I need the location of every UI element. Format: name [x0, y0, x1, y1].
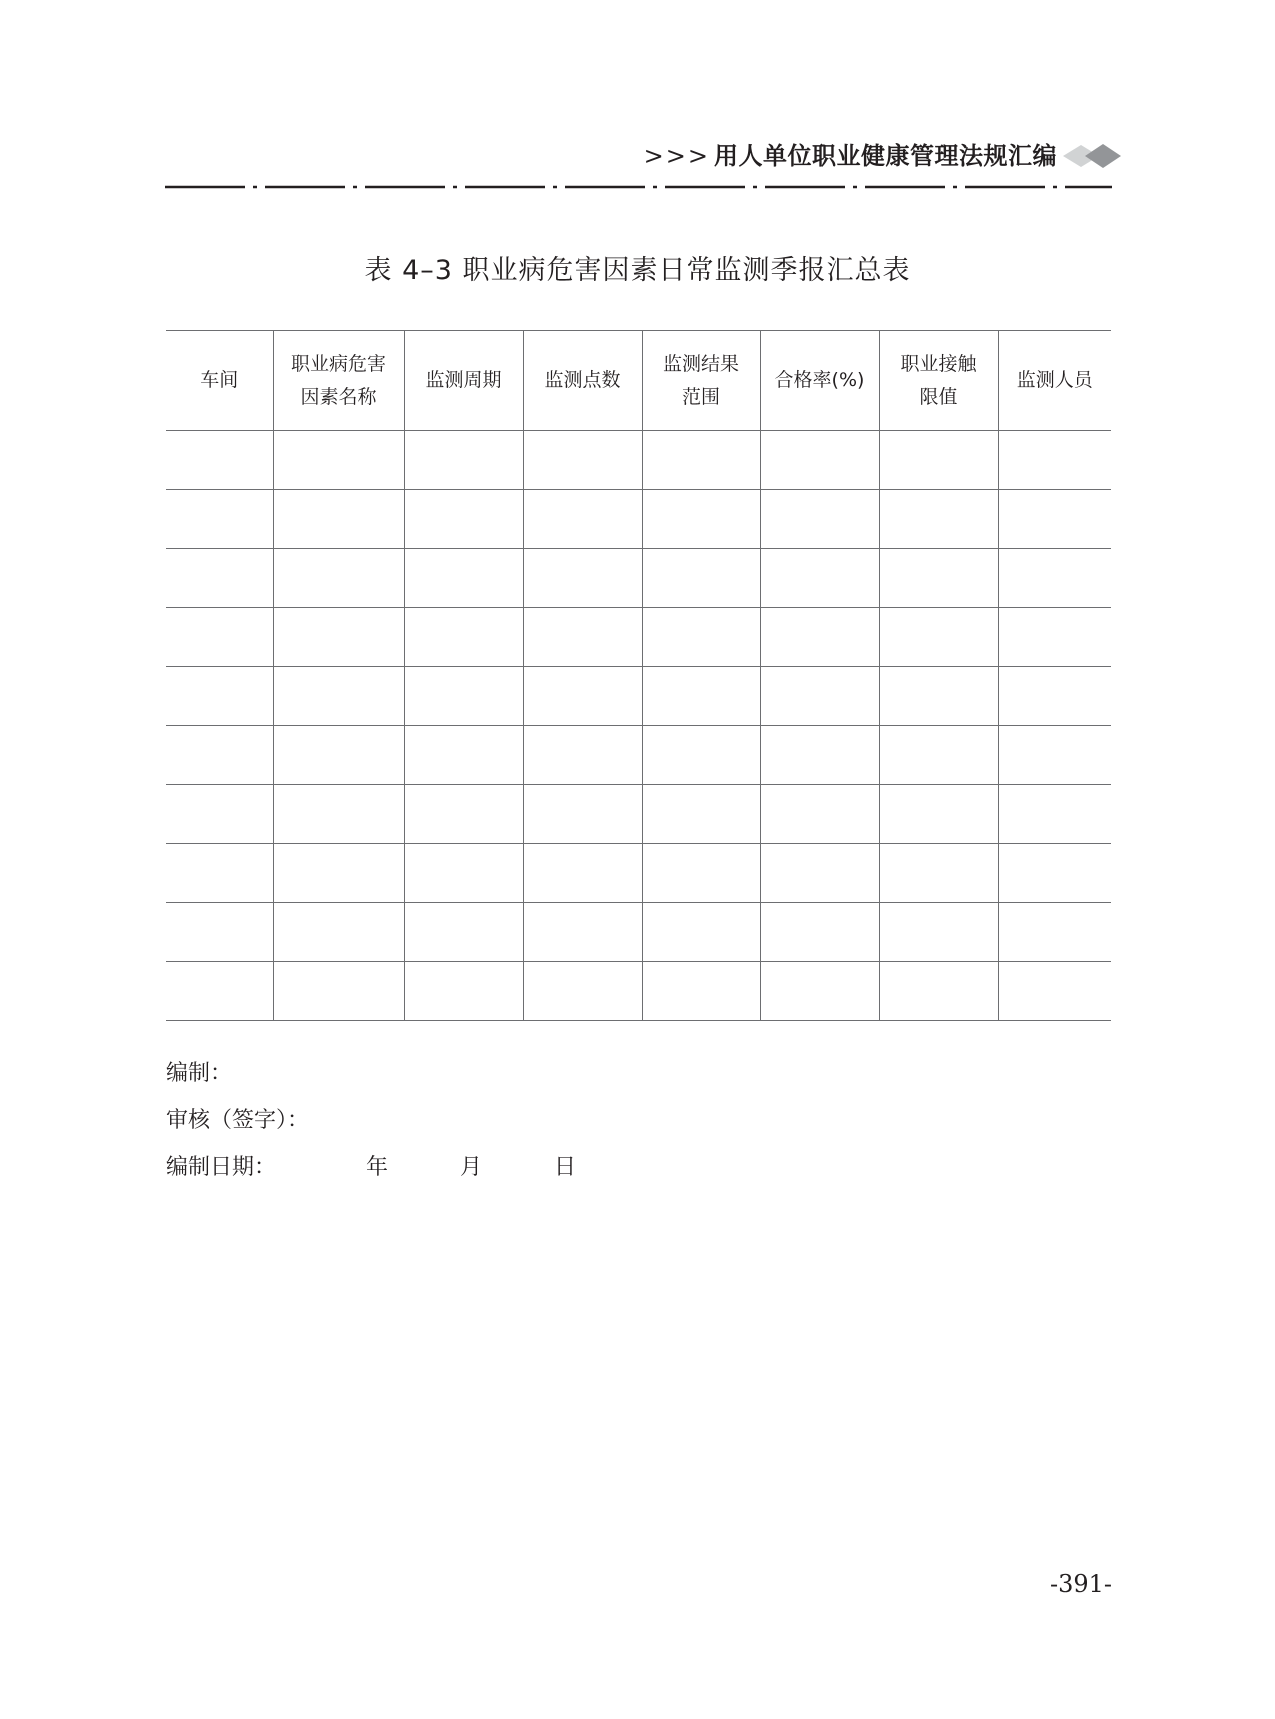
table-cell	[998, 785, 1111, 844]
header-exposure-limit: 职业接触 限值	[879, 331, 998, 431]
table-cell	[998, 844, 1111, 903]
running-header	[0, 136, 1275, 176]
table-cell	[760, 608, 879, 667]
table-row	[166, 431, 1111, 490]
table-cell	[642, 667, 760, 726]
table-cell	[523, 549, 642, 608]
table-cell	[273, 844, 404, 903]
header-hazard-name: 职业病危害 因素名称	[273, 331, 404, 431]
table-row	[166, 726, 1111, 785]
page-number: -391-	[1049, 1570, 1112, 1598]
header-monitoring-staff: 监测人员	[998, 331, 1111, 431]
table-cell	[273, 903, 404, 962]
table-row	[166, 903, 1111, 962]
monitoring-summary-table	[166, 330, 1111, 1021]
year-label: 年	[366, 1155, 389, 1180]
table-cell	[998, 667, 1111, 726]
month-label: 月	[460, 1155, 483, 1180]
reviewer-field	[166, 1097, 576, 1144]
running-header-text	[644, 136, 1057, 176]
table-cell	[879, 844, 998, 903]
table-cell	[760, 726, 879, 785]
table-cell	[760, 962, 879, 1021]
compiler-label: 编制：	[166, 1061, 233, 1086]
table-cell	[273, 608, 404, 667]
table-cell	[166, 431, 273, 490]
table-cell	[273, 785, 404, 844]
table-cell	[523, 903, 642, 962]
table-cell	[404, 431, 523, 490]
day-label: 日	[554, 1155, 577, 1180]
header-pass-rate: 合格率(%)	[760, 331, 879, 431]
table-row	[166, 667, 1111, 726]
table-cell	[166, 726, 273, 785]
table-row	[166, 490, 1111, 549]
table-cell	[642, 903, 760, 962]
table-cell	[879, 431, 998, 490]
table-cell	[998, 962, 1111, 1021]
table-cell	[760, 844, 879, 903]
table-cell	[166, 490, 273, 549]
table-cell	[760, 903, 879, 962]
table-cell	[404, 903, 523, 962]
table-cell	[998, 431, 1111, 490]
table-cell	[642, 962, 760, 1021]
table-cell	[879, 490, 998, 549]
table-cell	[273, 667, 404, 726]
signature-block	[166, 1050, 576, 1191]
table-cell	[404, 844, 523, 903]
table-cell	[273, 431, 404, 490]
table-row	[166, 844, 1111, 903]
table-cell	[273, 490, 404, 549]
compiler-field	[166, 1050, 576, 1097]
table-cell	[166, 962, 273, 1021]
table-cell	[642, 490, 760, 549]
table-cell	[404, 726, 523, 785]
table-cell	[642, 726, 760, 785]
table-cell	[760, 490, 879, 549]
table-cell	[166, 549, 273, 608]
table-cell	[642, 844, 760, 903]
table-row	[166, 608, 1111, 667]
table-cell	[879, 608, 998, 667]
table-cell	[998, 726, 1111, 785]
table-cell	[879, 903, 998, 962]
table-cell	[273, 549, 404, 608]
table-cell	[998, 490, 1111, 549]
table-cell	[523, 785, 642, 844]
chevrons-icon: >>>	[643, 142, 710, 170]
table-row	[166, 549, 1111, 608]
table-header-row	[166, 331, 1111, 431]
table-cell	[879, 785, 998, 844]
table-title: 表 4–3 职业病危害因素日常监测季报汇总表	[364, 255, 911, 286]
double-diamond-icon	[1063, 142, 1125, 170]
table-cell	[523, 667, 642, 726]
table-cell	[166, 667, 273, 726]
table-cell	[404, 962, 523, 1021]
table-cell	[998, 608, 1111, 667]
header-monitoring-cycle: 监测周期	[404, 331, 523, 431]
table-cell	[404, 667, 523, 726]
table-cell	[760, 785, 879, 844]
header-dash-dot-rule	[165, 184, 1112, 190]
table-cell	[760, 549, 879, 608]
table-cell	[523, 431, 642, 490]
table-cell	[404, 608, 523, 667]
table-body	[166, 431, 1111, 1021]
table-cell	[998, 549, 1111, 608]
table-cell	[642, 549, 760, 608]
table-cell	[166, 844, 273, 903]
table-cell	[523, 962, 642, 1021]
table-cell	[879, 667, 998, 726]
table-cell	[760, 667, 879, 726]
table-cell	[642, 431, 760, 490]
table-cell	[998, 903, 1111, 962]
table-cell	[166, 903, 273, 962]
table-cell	[166, 785, 273, 844]
table-cell	[273, 962, 404, 1021]
table-cell	[404, 549, 523, 608]
table-cell	[879, 962, 998, 1021]
table-cell	[523, 726, 642, 785]
table-cell	[273, 726, 404, 785]
table-cell	[166, 608, 273, 667]
table-cell	[404, 785, 523, 844]
header-monitoring-points: 监测点数	[523, 331, 642, 431]
table-cell	[523, 608, 642, 667]
date-label: 编制日期：	[166, 1155, 277, 1180]
compile-date-field	[166, 1144, 576, 1191]
table-cell	[404, 490, 523, 549]
table-row	[166, 962, 1111, 1021]
table-cell	[760, 431, 879, 490]
table-cell	[523, 844, 642, 903]
reviewer-label: 审核（签字）：	[166, 1108, 310, 1133]
table-row	[166, 785, 1111, 844]
book-title: 用人单位职业健康管理法规汇编	[714, 141, 1057, 170]
table-cell	[642, 608, 760, 667]
header-result-range: 监测结果 范围	[642, 331, 760, 431]
table-cell	[879, 549, 998, 608]
header-workshop: 车间	[166, 331, 273, 431]
table-cell	[642, 785, 760, 844]
table-cell	[523, 490, 642, 549]
table-cell	[879, 726, 998, 785]
